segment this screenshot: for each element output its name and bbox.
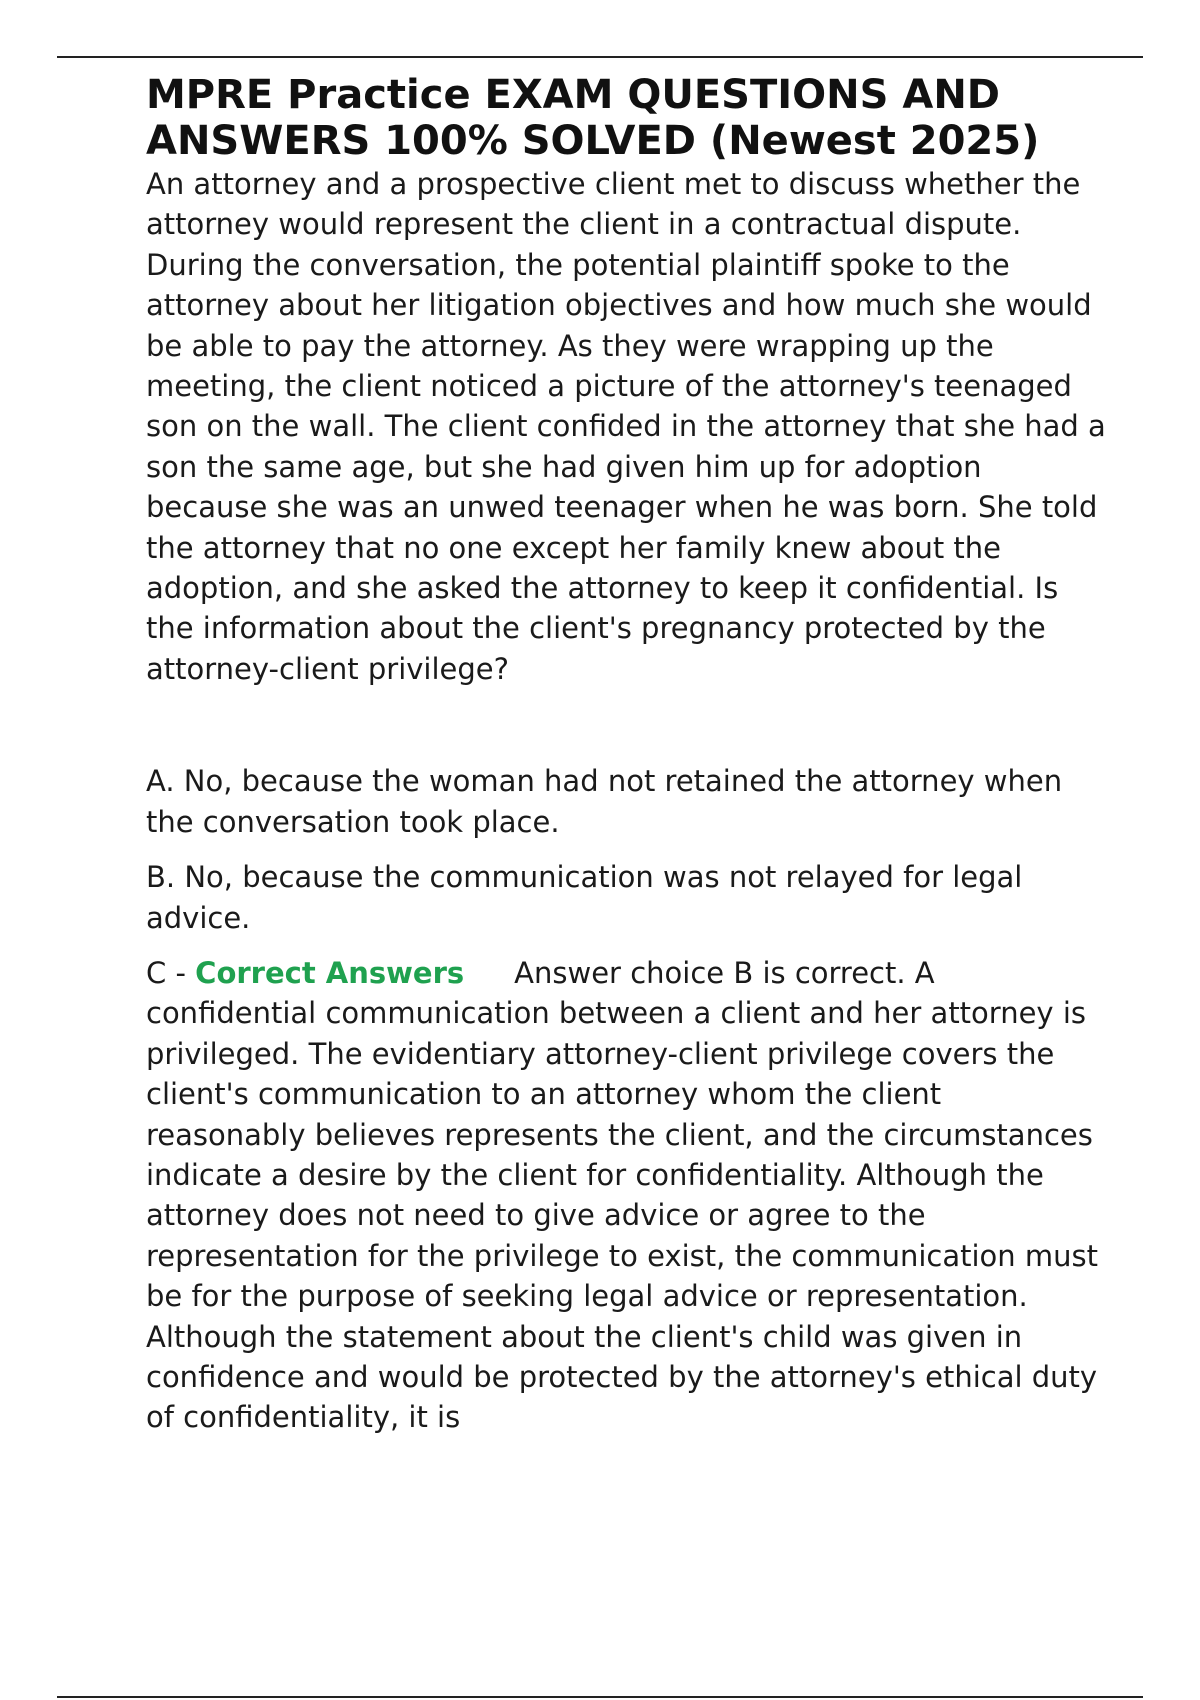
question-text: An attorney and a prospective client met to discuss whether the attorney would represent the client in a contractual dispute. During the conversation, the potential plaintiff spoke to the attorney about her litigation objectives and how much she would be able to pay the attorney. As they were wrapping up the meeting, the client noticed a picture of the attorney's teenaged son on the wall. The client confided in the attorney that she had a son the same age, but she had given him up for adoption because she was an unwed teenager when he was born. She told the attorney that no one except her family knew about the adoption, and she asked the attorney to keep it confidential. Is the information about the client's pregnancy protected by the attorney-client privilege? (146, 167, 1106, 686)
option-b: B. No, because the communication was not relayed for legal advice. (146, 860, 1023, 935)
bottom-rule (57, 1696, 1143, 1698)
correct-answers-label: Correct Answers (195, 955, 465, 990)
document-title: MPRE Practice EXAM QUESTIONS AND ANSWERS 100% SOLVED (Newest 2025) (146, 72, 1040, 164)
top-rule (57, 56, 1143, 58)
answer-block (146, 953, 1106, 1438)
answer-explanation: Answer choice B is correct. A confidential communication between a client and her attorney is privileged. The evidentiary attorney-client privilege covers the client's communication to an attorney whom the client reasonably believes represents the client, and the circumstances indicate a desire by the client for confidentiality. Although the attorney does not need to give advice or agree to the representation for the privilege to exist, the communication must be for the purpose of seeking legal advice or representation. Although the statement about the client's child was given in confidence and would be protected by the attorney's ethical duty of confidentiality, it is (146, 955, 1098, 1435)
option-a: A. No, because the woman had not retained the attorney when the conversation took place. (146, 764, 1063, 839)
answer-prefix: C - (146, 955, 196, 990)
document-body (146, 72, 1106, 1438)
